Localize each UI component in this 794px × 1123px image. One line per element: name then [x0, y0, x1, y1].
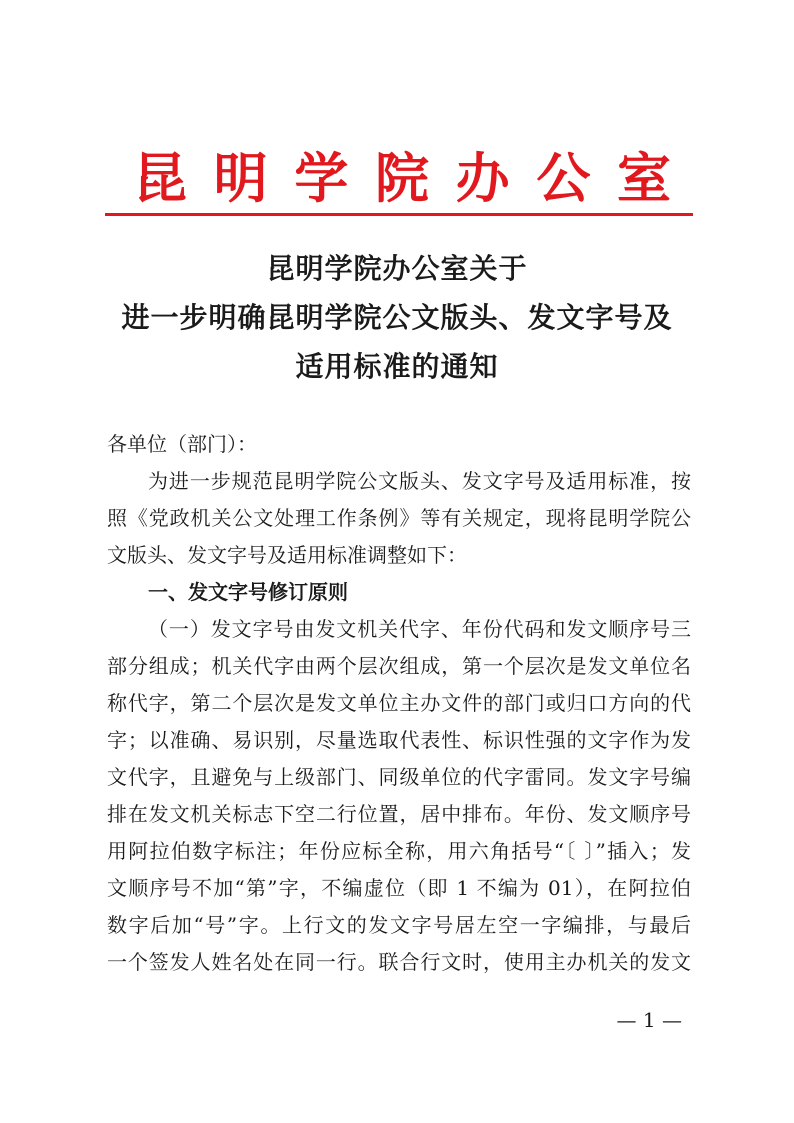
paragraph-line: 称代字，第二个层次是发文单位主办文件的部门或归口方向的代 — [107, 691, 691, 715]
paragraph-line: 字；以准确、易识别，尽量选取代表性、标识性强的文字作为发 — [107, 728, 691, 752]
paragraph-line: 文代字，且避免与上级部门、同级单位的代字雷同。发文字号编 — [107, 765, 691, 789]
intro-line: 文版头、发文字号及适用标准调整如下： — [107, 543, 467, 567]
paragraph-line: 用阿拉伯数字标注；年份应标全称，用六角括号“〔 〕”插入；发 — [107, 839, 691, 863]
issuing-office-header: 昆明学院办公室 — [133, 146, 671, 210]
title-line: 昆明学院办公室关于 — [266, 252, 528, 285]
section-heading: 一、发文字号修订原则 — [148, 580, 348, 604]
paragraph-line: 数字后加“号”字。上行文的发文字号居左空一字编排，与最后 — [107, 913, 691, 937]
paragraph-line: 一个签发人姓名处在同一行。联合行文时，使用主办机关的发文 — [107, 950, 691, 974]
paragraph-line: 部分组成；机关代字由两个层次组成，第一个层次是发文单位名 — [107, 654, 691, 678]
page-number: — 1 — — [616, 1008, 682, 1032]
intro-line: 照《党政机关公文处理工作条例》等有关规定，现将昆明学院公 — [107, 506, 691, 530]
document-title — [60, 244, 734, 391]
document-body — [107, 426, 691, 981]
paragraph-line: 文顺序号不加“第”字，不编虚位（即 1 不编为 01），在阿拉伯 — [107, 876, 691, 900]
paragraph-line: 排在发文机关标志下空二行位置，居中排布。年份、发文顺序号 — [107, 802, 691, 826]
title-line: 适用标准的通知 — [295, 350, 499, 383]
salutation: 各单位（部门）： — [107, 432, 257, 456]
intro-line: 为进一步规范昆明学院公文版头、发文字号及适用标准，按 — [148, 469, 691, 493]
red-separator-rule — [105, 213, 693, 216]
paragraph-line: （一）发文字号由发文机关代字、年份代码和发文顺序号三 — [148, 617, 691, 641]
title-line: 进一步明确昆明学院公文版头、发文字号及 — [121, 301, 673, 334]
